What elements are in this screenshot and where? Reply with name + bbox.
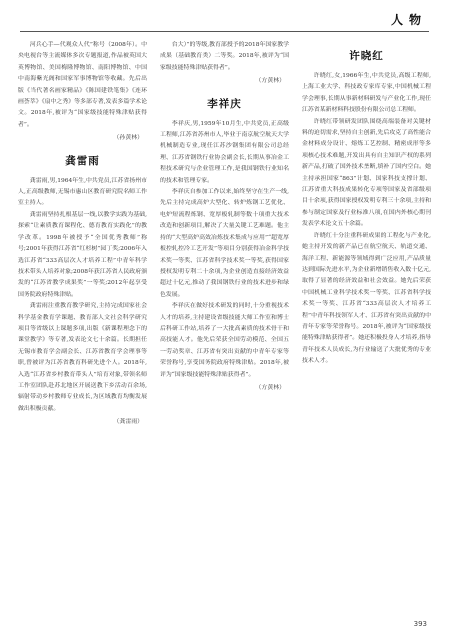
paragraph: 李祥庆自参加工作以来,始终坚守在生产一线,先后主持完成高炉大型化、转炉炼钢工艺优化、电炉短流程炼钢、宽厚板轧制等数十项重大技术改造和创新项目,解决了大量关键工艺难题。他主持的“大型高炉高效冶炼技术集成与应用”“超宽厚板控轧控冷工艺开发”等项目分别获得冶金科学技术奖一等奖、江苏省科学技术奖一等奖,获得国家授权发明专利二十余项,为企业创造直接经济效益超过十亿元,推动了我国钢铁行业的技术进步和绿色发展。 xyxy=(160,189,289,298)
paragraph: 李祥庆,男,1959年10月生,中共党员,正高级工程师,江苏省苏州市人,毕业于南京航空航天大学机械制造专业,现任江苏沙钢集团有限公司总经理、江苏省钢铁行业协会副会长,长期从事冶金工程技术研究与企业管理工作,是我国钢铁行业知名的技术和管理专家。 xyxy=(160,120,289,184)
paragraph: 许晓红,女,1966年生,中共党员,高级工程师,上海工业大学、科技政专家库专家,中国机械工程学会理事,长期从事新材料研发与产业化工作,现任江苏省某新材料科技股份有限公司总工程师。 xyxy=(302,73,431,114)
column-1 xyxy=(18,40,147,620)
paragraph: 许晓红十分注重科研成果的工程化与产业化,她主持开发的新产品已在航空航天、轨道交通、海洋工程、新能源等领域得到广泛应用,产品质量达到国际先进水平,为企业新增销售收入数十亿元,取得了显著的经济效益和社会效益。她先后荣获中国机械工业科学技术奖一等奖、江苏省科学技术奖一等奖、江苏省“333高层次人才培养工程”中青年科技领军人才、江苏省有突出贡献的中青年专家等荣誉称号。2018年,被评为“国家级技能特殊津贴获得者”。她还积极投身人才培养,指导青年技术人员成长,为行业输送了大批优秀的专业技术人才。 xyxy=(302,232,431,365)
section-header: 人物 xyxy=(390,13,427,27)
byline: （龚雷雨） xyxy=(113,419,143,426)
column-3 xyxy=(302,40,431,620)
paragraph: 河兵心手—代观众人代”称号（2008年）。中央电视台等主流媒体多次专题报道,作品被英国大英博物馆、美国梅隆博物馆、南阳博物馆、中国中南海紫光阁和国家军事博物馆等收藏。先后出版《当代著名画家精品》《陈国建铁笔集》《连环画荟萃》《扇中之秀》等多部专著,发表多篇学术论文。2018年,被评为“国家级技能特殊津贴获得者”。 xyxy=(18,42,147,128)
paragraph: 台大）”的等级,教育部授予的2018年国家教学成果（基础教育类）二等奖。2018年,被评为“国家级技能特殊津贴获得者”。 xyxy=(160,42,289,71)
byline: （方黄林） xyxy=(255,384,285,391)
column-2 xyxy=(160,40,289,620)
paragraph: 龚雷雨,男,1964年生,中共党员,江苏省扬州市人,正高级教师,无锡市惠山区教育研究院名师工作室主持人。 xyxy=(18,177,147,207)
paragraph: 龚雷雨注重教育教学研究,主持完成国家社会科学基金教育学课题、教育部人文社会科学研究项目等省级以上课题多项,出版《新课程理念下的课堂教学》等专著,发表论文七十余篇。长期担任无锡市教育学会副会长、江苏省教育学会理事等职,曾被评为江苏省教育科研先进个人。2018年,入选“江苏省乡村教育带头人”培育对象,带领名师工作室团队赴苏北地区开展送教下乡活动百余场,辐射带动乡村教师专业成长,为区域教育均衡发展做出积极贡献。 xyxy=(18,303,147,412)
person-name: 许晓红 xyxy=(349,50,384,62)
person-name: 李祥庆 xyxy=(207,97,242,110)
person-name: 龚雷雨 xyxy=(65,154,100,167)
paragraph: 龚雷雨坚持扎根基层一线,以教学实践为基础,探索“让素质教育课程化、德育教育实践化”的教学改革。1998年被授予“全国优秀教师”称号;2001年获得江苏省“红杉树”园丁奖;2006年入选江苏省“333高层次人才培养工程”中青年科学技术带头人培养对象;2008年获江苏省人民政府颁发的“江苏省教学成果奖”一等奖;2012年起享受国务院政府特殊津贴。 xyxy=(18,211,147,298)
paragraph: 李祥庆在做好技术研发的同时,十分重视技术人才的培养,主持建设省级技能大师工作室和博士后科研工作站,培养了一大批高素质的技术骨干和高技能人才。他先后荣获全国劳动模范、全国五一劳动奖章、江苏省有突出贡献的中青年专家等荣誉称号,享受国务院政府特殊津贴。2018年,被评为“国家级技能特殊津贴获得者”。 xyxy=(160,303,289,378)
header-rule xyxy=(20,31,429,32)
byline: （孙黄林） xyxy=(113,135,143,142)
page-number: 393 xyxy=(413,620,427,628)
byline: （方黄林） xyxy=(255,78,285,85)
paragraph: 许晓红带领研发团队围绕高端装备对关键材料的迫切需求,坚持自主创新,先后攻克了高性能合金材料成分设计、熔炼工艺控制、精密成形等多项核心技术难题,开发出具有自主知识产权的系列新产品,打破了国外技术垄断,填补了国内空白。她主持承担国家“863”计划、国家科技支撑计划、江苏省重大科技成果转化专项等国家及省部级项目十余项,获得国家授权发明专利三十余项,主持和参与制定国家及行业标准八项,在国内外核心期刊发表学术论文五十余篇。 xyxy=(302,118,431,228)
